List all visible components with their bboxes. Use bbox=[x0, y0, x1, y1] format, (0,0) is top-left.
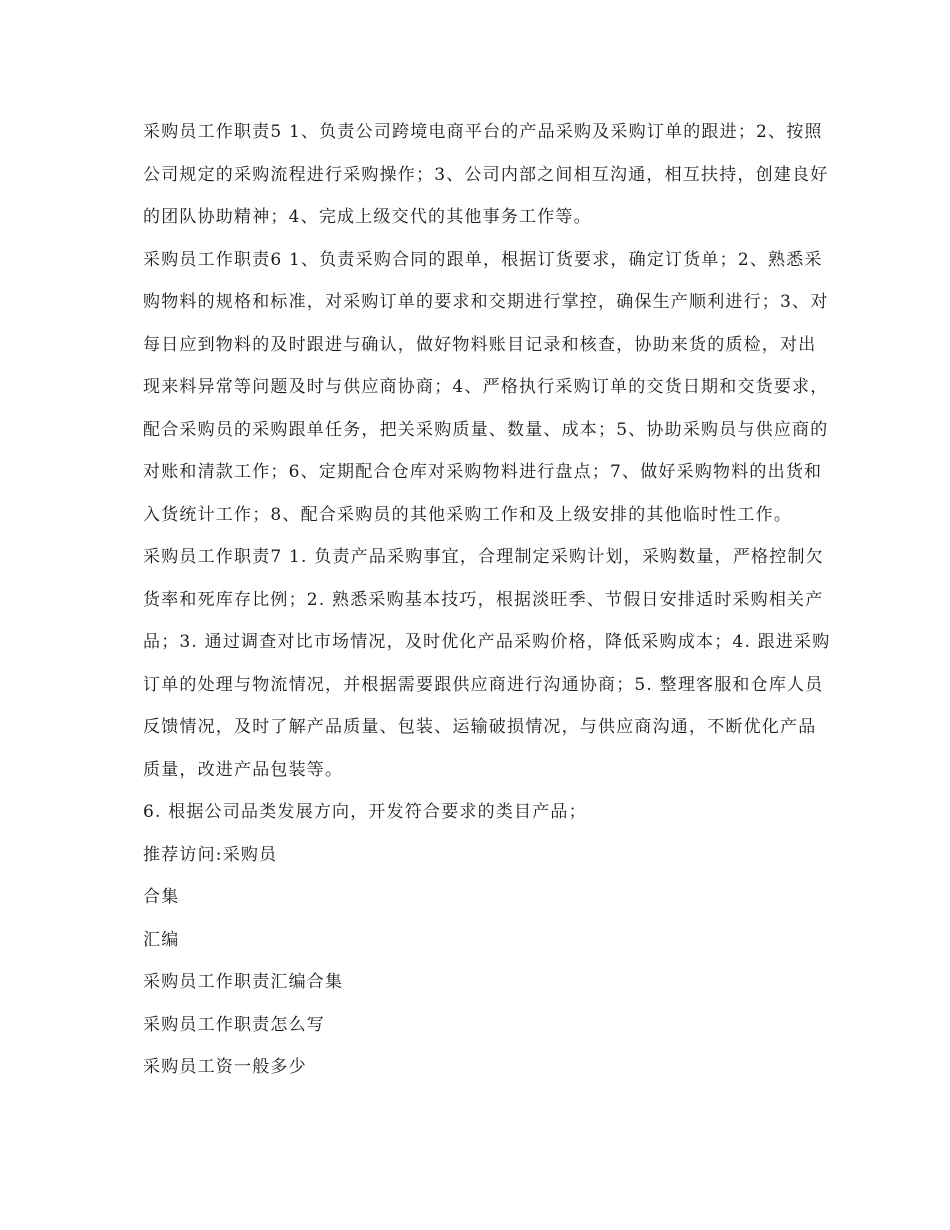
link-collection[interactable]: 合集 bbox=[143, 887, 180, 907]
paragraph-duties-5: 采购员工作职责5 1、负责公司跨境电商平台的产品采购及采购订单的跟进；2、按照公司规定的采购流程进行采购操作；3、公司内部之间相互沟通，相互扶持，创建良好的团队协助精神；4、完成上级交代的其他事务工作等。 bbox=[143, 122, 829, 227]
related-link-how-to-write[interactable]: 采购员工作职责怎么写 bbox=[143, 1014, 325, 1035]
paragraph-item-6: 6. 根据公司品类发展方向，开发符合要求的类目产品； bbox=[143, 802, 587, 822]
paragraph-duties-6: 采购员工作职责6 1、负责采购合同的跟单，根据订货要求，确定订货单；2、熟悉采购物料的规格和标准，对采购订单的要求和交期进行掌控，确保生产顺利进行；3、对每日应到物料的及时跟进与确认，做好物料账目记录和核查，协助来货的质检，对出现来料异常等问题及时与供应商协商；4、严格执行采购订单的交货日期和交货要求，配合采购员的采购跟单任务，把关采购质量、数量、成本；5、协助采购员与供应商的对账和清款工作；6、定期配合仓库对采购物料进行盘点；7、做好采购物料的出货和入货统计工作；8、配合采购员的其他采购工作和及上级安排的其他临时性工作。 bbox=[143, 249, 829, 525]
link-compilation[interactable]: 汇编 bbox=[143, 929, 180, 950]
paragraph-duties-7: 采购员工作职责7 1. 负责产品采购事宜，合理制定采购计划，采购数量，严格控制欠货率和死库存比例；2. 熟悉采购基本技巧，根据淡旺季、节假日安排适时采购相关产品；3. 通过调查对比市场情况，及时优化产品采购价格，降低采购成本；4. 跟进采购订单的处理与物流情况，并根据需要跟供应商进行沟通协商；5. 整理客服和仓库人员反馈情况，及时了解产品质量、包装、运输破损情况，与供应商沟通，不断优化产品质量，改进产品包装等。 bbox=[143, 547, 831, 780]
document-body bbox=[143, 111, 833, 1089]
recommend-label[interactable]: 推荐访问:采购员 bbox=[143, 844, 278, 865]
related-link-duties-compilation[interactable]: 采购员工作职责汇编合集 bbox=[143, 972, 344, 992]
related-link-salary[interactable]: 采购员工资一般多少 bbox=[143, 1057, 307, 1077]
